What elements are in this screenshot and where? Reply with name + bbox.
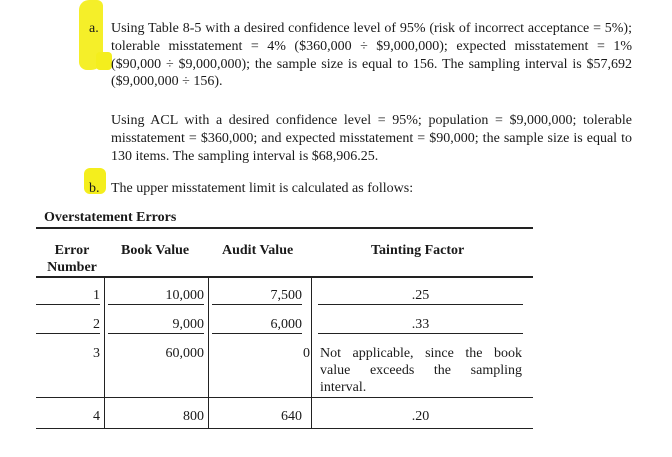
header-number: Number xyxy=(47,260,97,275)
part-a-paragraph-1: Using Table 8-5 with a desired confidence level of 95% (risk of incorrect acceptance = 5%); tolerable misstatement = 4% ($360,000 ÷ $9,000,000); expected misstatement = 1% ($90,000 ÷ $9,000,000); the sample size is equal to 156. The sampling interval is $57,692 ($9,000,000 ÷ 156). xyxy=(111,21,632,90)
table-row-1-audit: 7,500 xyxy=(212,287,302,305)
table-header-rule xyxy=(36,276,533,278)
table-row-4-tainting: .20 xyxy=(411,409,430,424)
table-row-1-error: 1 xyxy=(36,287,100,305)
header-audit-value: Audit Value xyxy=(222,243,294,258)
table-bottom-rule xyxy=(36,428,533,429)
col-divider-1 xyxy=(104,276,105,428)
table-row-3-book: 60,000 xyxy=(165,346,204,361)
table-row-1-tainting: .25 xyxy=(318,287,523,305)
table-row-2-tainting: .33 xyxy=(318,316,523,334)
table-row-2-error: 2 xyxy=(36,316,100,334)
table-row-4-book: 800 xyxy=(183,409,204,424)
table-row-1-book: 10,000 xyxy=(108,287,204,305)
table-row-2-audit: 6,000 xyxy=(212,316,302,334)
col-divider-2 xyxy=(208,276,209,428)
table-title: Overstatement Errors xyxy=(44,210,177,225)
table-top-rule xyxy=(36,227,533,229)
table-row-3-audit: 0 xyxy=(303,346,310,361)
header-tainting-factor: Tainting Factor xyxy=(371,243,465,258)
header-error: Error xyxy=(54,243,90,258)
highlight-mark-a-tail xyxy=(96,52,112,70)
col-divider-3 xyxy=(311,276,312,428)
table-row-4-audit: 640 xyxy=(281,409,302,424)
part-a-marker: a. xyxy=(89,21,99,36)
header-book-value: Book Value xyxy=(121,243,190,258)
part-a-paragraph-2: Using ACL with a desired confidence level = 95%; population = $9,000,000; tolerable misstatement = $360,000; and expected misstatement = $90,000; the sample size is equal to 130 items. The sampling interval is $68,906.25. xyxy=(111,113,632,164)
table-row-3-error: 3 xyxy=(93,346,100,361)
part-b-marker: b. xyxy=(89,181,100,196)
table-row-3-tainting: Not applicable, since the book value exceeds the sampling interval. xyxy=(320,346,522,395)
table-row-2-book: 9,000 xyxy=(108,316,204,334)
table-row-4-top-rule xyxy=(36,397,533,398)
part-b-text: The upper misstatement limit is calculated as follows: xyxy=(111,181,414,196)
table-row-4-error: 4 xyxy=(93,409,100,424)
